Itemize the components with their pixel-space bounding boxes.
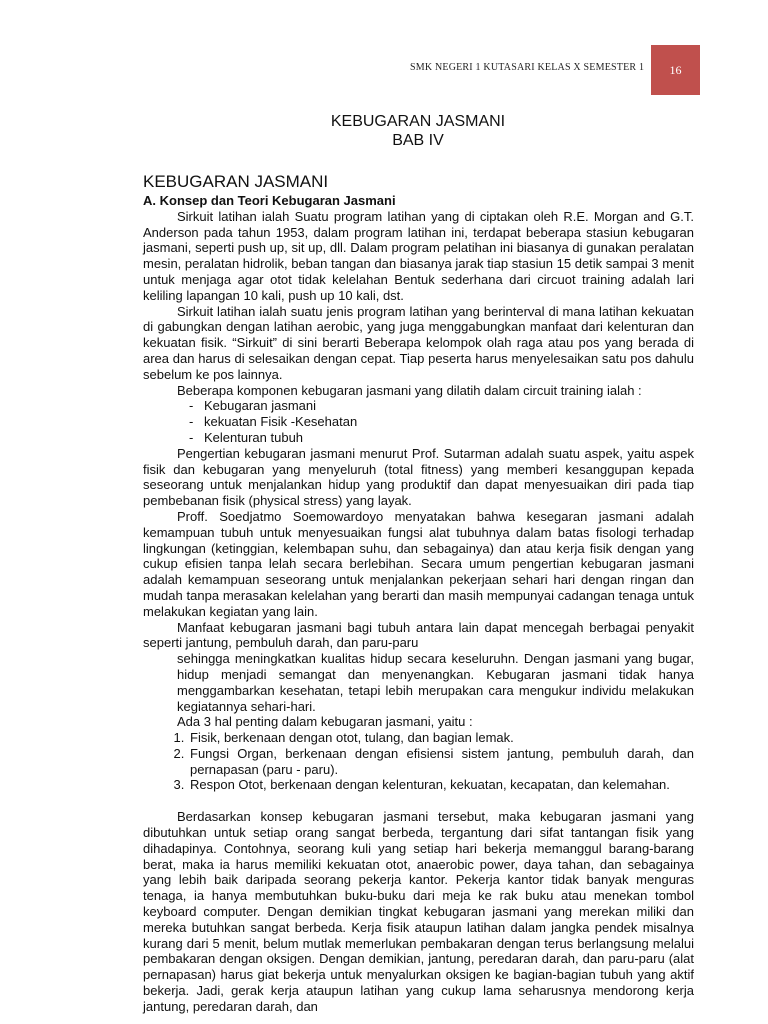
chapter-title [0,112,768,150]
paragraph: Pengertian kebugaran jasmani menurut Prof. Sutarman adalah suatu aspek, yaitu aspek fisik dan kebugaran yang menyeluruh (total fitness) yang memberi kesanggupan kepada seseorang untuk menjalankan hidup yang produktif dan dapat menyesuaikan diri pada tiap pembebanan fisik (physical stress) yang layak. [143,445,694,509]
paragraph: Sirkuit latihan ialah Suatu program latihan yang di ciptakan oleh R.E. Morgan and G.T. Anderson pada tahun 1953, dalam program latihan ini, terdapat beberapa stasiun kebugaran jasmani, seperti push up, sit up, dll. Dalam program pelatihan ini biasanya di gunakan peralatan mesin, peralatan hidrolik, beban tangan dan biasanya jarak tiap stasiun 15 detik sampai 3 menit untuk menjaga agar otot tidak kelelahan Bentuk sederhana dari circuot training adalah lari keliling lapangan 10 kali, push up 10 kali, dst. [143,208,694,303]
numbered-list [143,730,694,793]
paragraph: Sirkuit latihan ialah suatu jenis program latihan yang berinterval di mana latihan kekuatan di gabungkan dengan latihan aerobic, yang juga menggabungkan manfaat dari kelenturan dan kekuatan fisik. “Sirkuit” di sini berarti Beberapa kelompok olah raga atau pos yang berada di area dan harus di selesaikan dengan cepat. Tiap peserta harus menyelesaikan satu pos dahulu sebelum ke pos lainnya. [143,303,694,382]
component-list [143,398,694,445]
page-number: 16 [651,45,700,95]
list-item: 3. Respon Otot, berkenaan dengan kelenturan, kekuatan, kecapatan, dan kelemahan. [188,777,694,793]
spacer [143,793,694,809]
list-item: 2. Fungsi Organ, berkenaan dengan efisiensi sistem jantung, pembuluh darah, dan pernapasan (paru - paru). [188,746,694,778]
section-heading: KEBUGARAN JASMANI [143,172,329,191]
running-header: SMK NEGERI 1 KUTASARI KELAS X SEMESTER 1 [410,62,645,73]
document-body [143,172,694,1015]
paragraph: Beberapa komponen kebugaran jasmani yang dilatih dalam circuit training ialah : [177,382,642,398]
chapter-title-line1: KEBUGARAN JASMANI [330,113,506,130]
chapter-title-line2: BAB IV [392,132,444,149]
list-item: 1. Fisik, berkenaan dengan otot, tulang, dan bagian lemak. [188,730,694,746]
paragraph: Ada 3 hal penting dalam kebugaran jasmani, yaitu : [177,714,473,730]
paragraph: Berdasarkan konsep kebugaran jasmani tersebut, maka kebugaran jasmani yang dibutuhkan untuk setiap orang sangat berbeda, tergantung dari sifat tantangan fisik yang dihadapinya. Contohnya, seorang kuli yang setiap hari bekerja memanggul barang-barang berat, maka ia harus memiliki kekuatan otot, anaerobic power, daya tahan, dan sebagainya yang lebih baik daripada seorang pekerja kantor. Pekerja kantor tidak banyak menguras tenaga, ia hanya membutuhkan buku-buku dari meja ke rak buku atau menekan tombol keyboard computer. Dengan demikian tingkat kebugaran jasmani yang merekan miliki dan mereka butuhkan sangat berbeda. Kerja fisik ataupun latihan dalam jangka pendek misalnya kurang dari 5 menit, belum mutlak memerlukan pembakaran dengan terus berlangsung melalui pembakaran dengan oksigen. Dengan demikian, jantung, peredaran darah, dan paru-paru (alat pernapasan) harus giat bekerja untuk menyalurkan oksigen ke bagian-bagian tubuh yang aktif bekerja. Jadi, gerak kerja ataupun latihan yang cukup lama seharusnya mendorong kerja jantung, peredaran darah, dan [143,809,694,1014]
list-item: - Kebugaran jasmani [189,398,694,414]
paragraph: sehingga meningkatkan kualitas hidup secara keseluruhn. Dengan jasmani yang bugar, hidup menjadi semangat dan menyenangkan. Kebugaran jasmani tidak hanya menggambarkan kesehatan, tetapi lebih merupakan cara mengukur individu melakukan kegiatannya sehari-hari. [177,651,694,714]
paragraph: Proff. Soedjatmo Soemowardoyo menyatakan bahwa kesegaran jasmani adalah kemampuan tubuh untuk menyesuaikan fungsi alat tubuhnya dalam batas fisologi terhadap lingkungan (ketinggian, kelembapan suhu, dan sebagainya) dan atau kerja fisik dengan yang cukup efisien tanpa lelah secara berlebihan. Secara umum pengertian kebugaran jasmani adalah kemampuan seseorang untuk menjalankan pekerjaan sehari hari dengan ringan dan mudah tanpa merasakan kelelahan yang berarti dan masih mempunyai cadangan tenaga untuk melakukan kegiatan yang lain. [143,508,694,619]
list-item: - kekuatan Fisik -Kesehatan [189,414,694,430]
section-subheading: A. Konsep dan Teori Kebugaran Jasmani [143,193,396,208]
paragraph: Manfaat kebugaran jasmani bagi tubuh antara lain dapat mencegah berbagai penyakit seperti jantung, pembuluh darah, dan paru-paru [143,619,694,651]
list-item: - Kelenturan tubuh [189,430,694,446]
